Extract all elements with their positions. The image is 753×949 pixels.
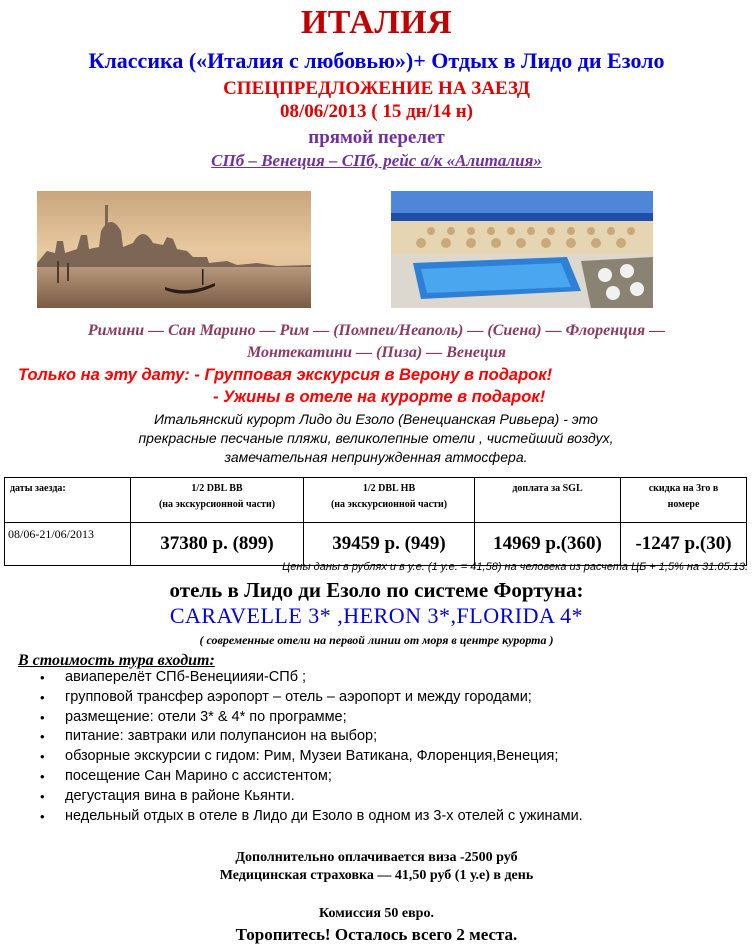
list-item [0,727,583,747]
header-text: даты заезда: [10,483,66,494]
cell-sgl-surcharge: 14969 р.(360) [475,523,621,566]
list-item-text: питание: завтраки или полупансион на выбор; [65,728,378,745]
cell-discount: -1247 р.(30) [621,523,747,566]
cell-dbl-hb-price: 39459 р. (949) [304,523,475,566]
bullet-icon: • [40,808,45,824]
header-arrival-dates [5,478,131,523]
header-third-person-discount [621,478,747,523]
list-item [0,668,583,688]
venice-canal-photo [37,191,311,308]
bullet-icon: • [40,788,45,804]
list-item [0,787,583,807]
insurance-note: Медицинская страховка — 41,50 руб (1 у.е) в день [219,868,534,883]
header-text: 1/2 DBL BB [191,483,243,494]
bullet-icon: • [40,709,45,725]
header-text: доплата за SGL [512,483,583,494]
promo-line-2: - Ужины в отеле на курорте в подарок! [213,388,546,406]
header-text: скидка на 3го в [648,483,719,494]
special-offer-heading: СПЕЦПРЕДЛОЖЕНИЕ НА ЗАЕЗД [223,78,530,99]
page-title: ИТАЛИЯ [300,4,453,41]
bullet-icon: • [40,689,45,705]
list-item [0,688,583,708]
header-subtext: (на экскурсионной части) [330,499,448,510]
airline-route: СПб – Венеция – СПб, рейс а/к «Алиталия» [211,151,542,170]
list-item [0,708,583,728]
commission-note: Комиссия 50 евро. [319,906,434,921]
price-table-header [5,478,747,523]
list-item [0,807,583,827]
cell-dbl-bb-price: 37380 р. (899) [131,523,304,566]
bullet-icon: • [40,768,45,784]
bullet-icon: • [40,670,45,685]
lido-beach-pool-photo [391,191,653,308]
route-cities [0,320,753,364]
bullet-icon: • [40,749,45,765]
header-dbl-hb [304,478,475,523]
list-item-text: групповой трансфер аэропорт – отель – аэропорт и между городами; [65,688,532,705]
header-subtext: номере [667,499,700,510]
list-item-text: обзорные экскурсии с гидом: Рим, Музеи Ватикана, Флоренция,Венеция; [65,748,559,765]
list-item-text: посещение Сан Марино с ассистентом; [65,767,332,784]
header-subtext: (на экскурсионной части) [158,499,276,510]
list-item [0,747,583,767]
hotels-heading: отель в Лидо ди Езоло по системе Фортуна: [169,578,584,602]
flight-type: прямой перелет [308,127,445,148]
route-line-1: Римини — Сан Марино — Рим — (Помпеи/Неаполь) — (Сиена) — Флоренция — [87,322,666,339]
tour-dates: 08/06/2013 ( 15 дн/14 н) [280,101,473,122]
header-text: 1/2 DBL HB [362,483,416,494]
price-table [4,477,747,566]
hotels-list: CARAVELLE 3* ,HERON 3*,FLORIDA 4* [169,603,584,628]
bullet-icon: • [40,729,45,745]
price-table-row [5,523,747,566]
header-dbl-bb [131,478,304,523]
list-item [0,767,583,787]
resort-description: Итальянский курорт Лидо ди Езоло (Венецианская Ривьера) - это прекрасные песчаные пляжи, великолепные отели , чистейший воздух, замечательная непринужденная атмосфера. [138,411,614,465]
hotels-description: ( современные отели на первой линии от моря в центре курорта ) [199,633,554,647]
list-item-text: дегустация вина в районе Кьянти. [65,787,295,804]
hurry-note: Торопитесь! Осталось всего 2 места. [235,925,518,944]
list-item-text: размещение: отели 3* & 4* по программе; [65,708,347,725]
visa-note: Дополнительно оплачивается виза -2500 руб [235,850,518,865]
promo-line-1: Только на эту дату: - Групповая экскурсия в Верону в подарок! [18,366,553,384]
list-item-text: недельный отдых в отеле в Лидо ди Езоло в одном из 3-х отелей с ужинами. [65,807,583,824]
includes-list [0,668,583,826]
header-sgl-surcharge [475,478,621,523]
price-note: Цены даны в рублях и в у.е. (1 у.е. = 41,58) на человека из расчета ЦБ + 1,5% на 31.05.13. [282,561,748,573]
includes-title: В стоимость тура входит: [18,652,215,669]
route-line-2: Монтекатини — (Пиза) — Венеция [246,344,507,361]
tour-subtitle: Классика («Италия с любовью»)+ Отдых в Лидо ди Езоло [88,48,665,73]
list-item-text: авиаперелёт СПб-Венециияи-СПб ; [65,669,307,685]
cell-arrival-dates: 08/06-21/06/2013 [5,523,131,566]
